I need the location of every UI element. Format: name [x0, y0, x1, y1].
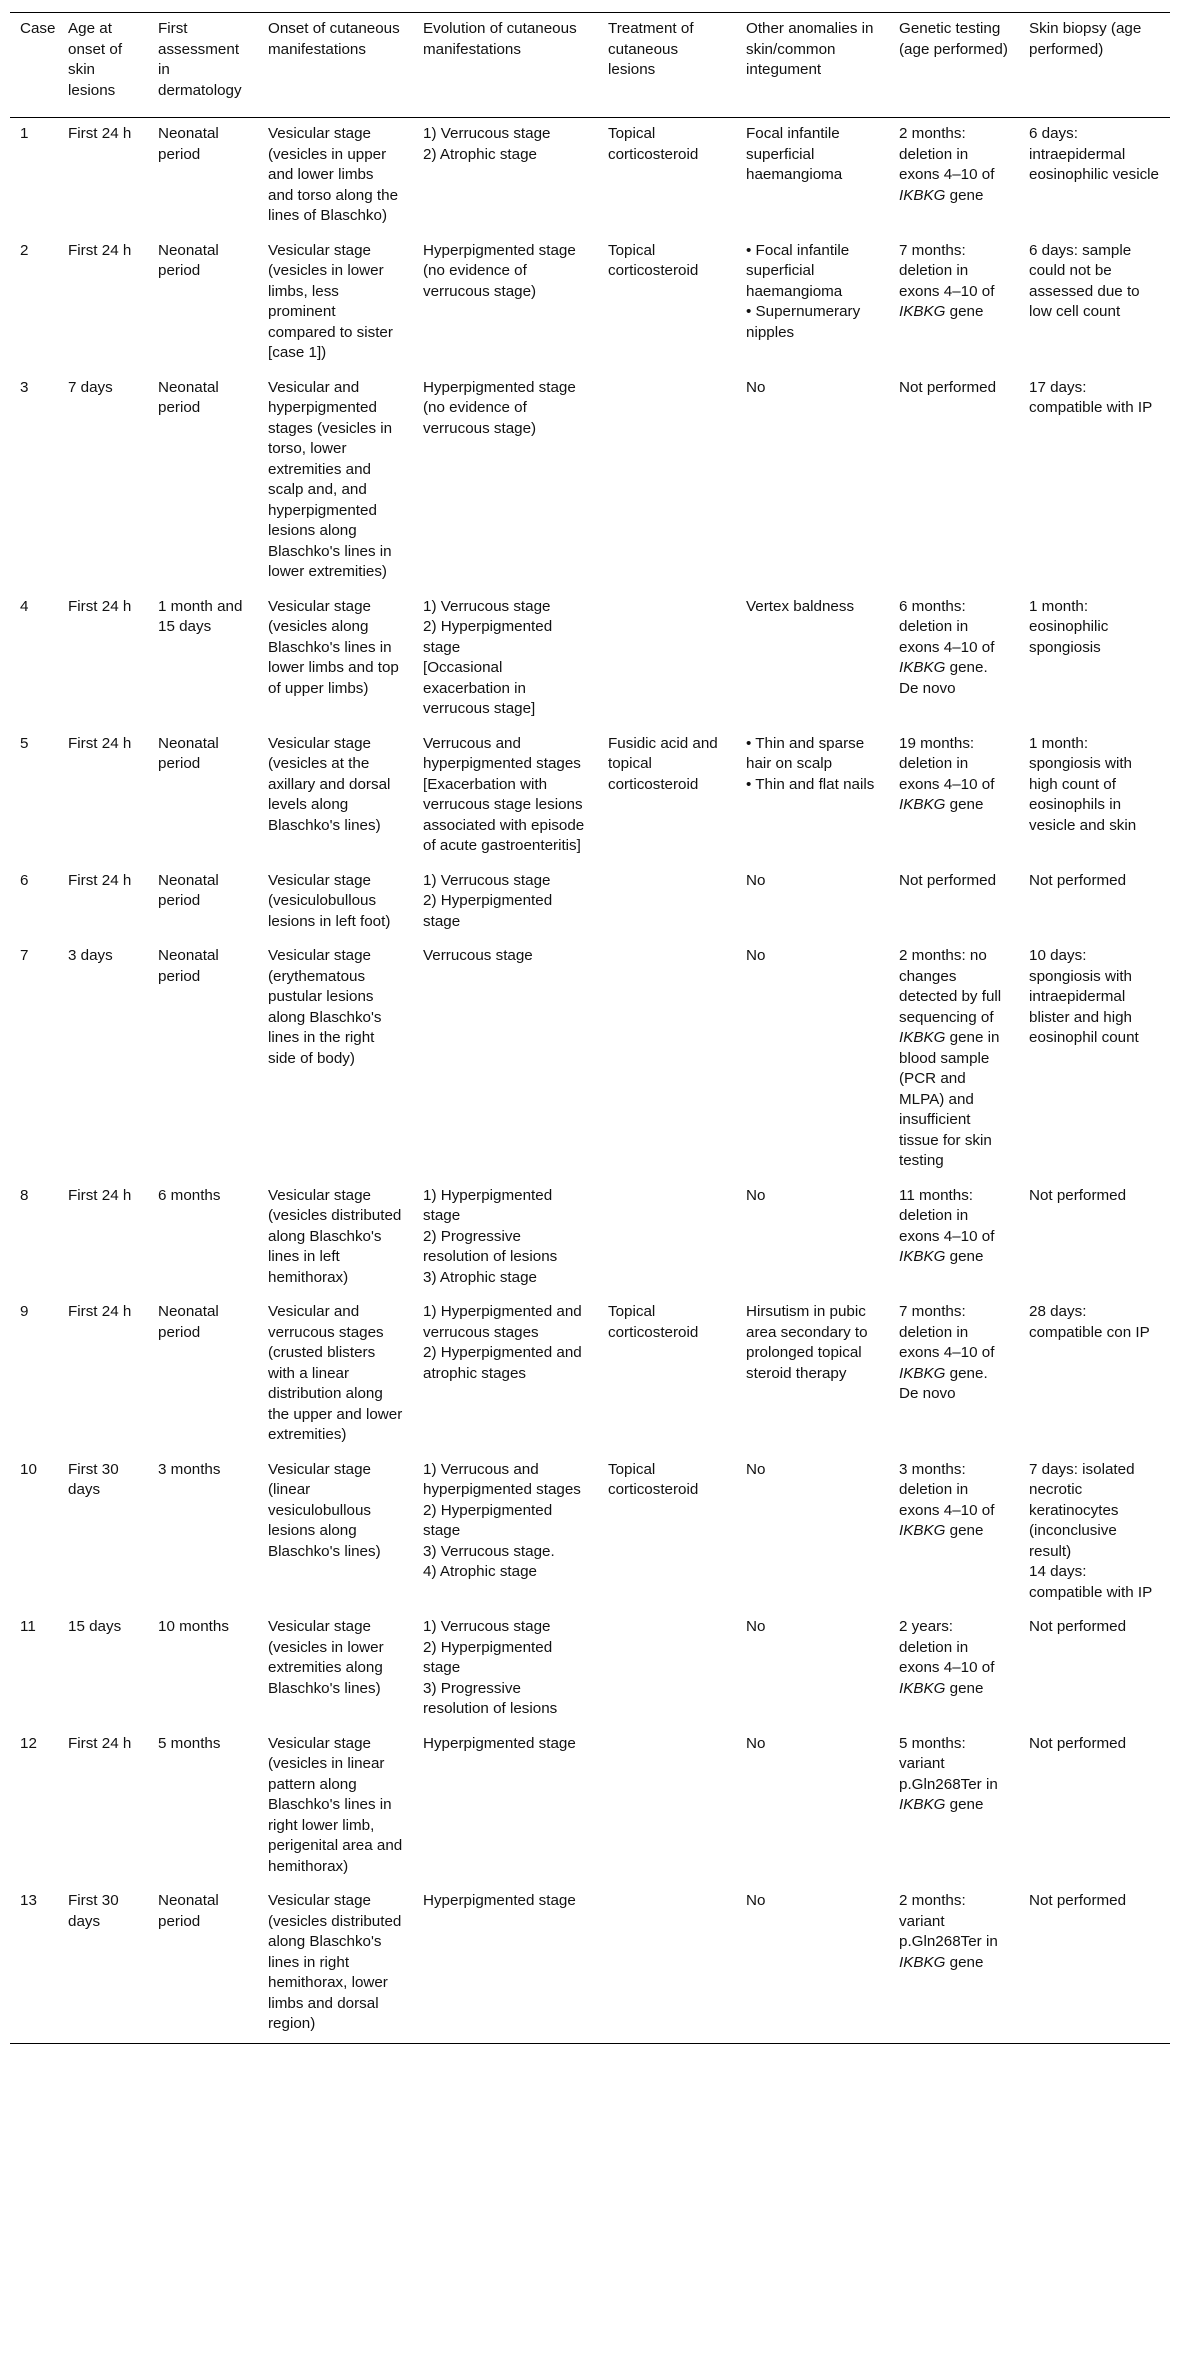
genetic-text-suffix: gene [945, 1248, 984, 1265]
cell-treatment: Topical corticosteroid [608, 1460, 699, 1498]
cell-onset-age: First 24 h [68, 871, 132, 889]
cell-skin-biopsy-line: 6 days: intraepidermal eosinophilic vesicle [1029, 125, 1160, 183]
cell-evolution-line: 3) Progressive resolution of lesions [423, 1679, 558, 1717]
cell-other-anomalies [736, 1296, 889, 1454]
genetic-text: 7 months: deletion in exons 4–10 of [899, 241, 995, 300]
cell-onset: Vesicular and verrucous stages (crusted blisters with a linear distribution along the upper and lower extremities) [268, 1303, 403, 1443]
cell-onset: Vesicular stage (vesicles along Blaschko's lines in lower limbs and top of upper limbs) [268, 597, 399, 697]
cell-treatment [598, 940, 736, 1180]
table-row [10, 1180, 1170, 1297]
header-onset: Onset of cutaneous manifestations [258, 13, 413, 118]
table-row [10, 1611, 1170, 1728]
genetic-text: Not performed [899, 871, 997, 889]
cell-treatment: Topical corticosteroid [608, 1303, 699, 1341]
genetic-text: 19 months: deletion in exons 4–10 of [899, 734, 995, 793]
cell-skin-biopsy-line: 6 days: sample could not be assessed due to low cell count [1029, 241, 1140, 320]
case-table [10, 12, 1170, 2044]
table-row [10, 235, 1170, 372]
cell-evolution [413, 728, 598, 865]
cell-evolution [413, 591, 598, 728]
cell-genetic-testing [889, 1611, 1019, 1728]
cell-case: 8 [20, 1186, 29, 1204]
cell-skin-biopsy [1019, 865, 1170, 941]
cell-treatment [598, 1180, 736, 1297]
cell-evolution [413, 865, 598, 941]
cell-other-anomalies-line: No [746, 1618, 766, 1635]
genetic-text-suffix: gene. De novo [899, 659, 988, 697]
cell-evolution-line: 2) Progressive resolution of lesions [423, 1227, 558, 1265]
cell-onset-age: 7 days [68, 378, 113, 396]
cell-treatment [598, 1611, 736, 1728]
cell-case: 6 [20, 871, 29, 889]
gene-name: IKBKG [899, 303, 946, 320]
cell-onset: Vesicular stage (vesicles in lower extremities along Blaschko's lines) [268, 1618, 384, 1697]
cell-evolution [413, 940, 598, 1180]
cell-skin-biopsy-line: 17 days: compatible with IP [1029, 378, 1153, 416]
gene-name: IKBKG [899, 186, 946, 204]
table-body [10, 118, 1170, 2044]
cell-genetic-testing [889, 591, 1019, 728]
gene-name: IKBKG [899, 1679, 946, 1697]
cell-first-assessment: 1 month and 15 days [158, 597, 243, 635]
cell-onset: Vesicular stage (vesicles in linear pattern along Blaschko's lines in right lower limb, perigenital area and hemithorax) [268, 1734, 403, 1875]
cell-evolution-line: Verrucous and hyperpigmented stages [423, 734, 581, 772]
header-case: Case [10, 13, 58, 118]
cell-evolution-line: 1) Verrucous stage [423, 871, 551, 889]
cell-treatment [598, 1728, 736, 1886]
table-row [10, 372, 1170, 591]
cell-evolution-line: 3) Atrophic stage [423, 1268, 537, 1286]
cell-onset-age: 3 days [68, 947, 113, 964]
cell-other-anomalies [736, 1728, 889, 1886]
cell-onset: Vesicular stage (vesicles distributed along Blaschko's lines in left hemithorax) [268, 1186, 402, 1286]
gene-name: IKBKG [899, 1248, 946, 1265]
cell-evolution [413, 372, 598, 591]
cell-genetic-testing [889, 1454, 1019, 1612]
cell-evolution-line: 4) Atrophic stage [423, 1563, 537, 1580]
cell-treatment [598, 372, 736, 591]
cell-other-anomalies [736, 591, 889, 728]
cell-skin-biopsy-line: 10 days: spongiosis with intraepidermal blister and high eosinophil count [1029, 947, 1139, 1046]
cell-skin-biopsy-line: Not performed [1029, 1186, 1127, 1204]
cell-case: 3 [20, 378, 29, 396]
cell-skin-biopsy-line: Not performed [1029, 1618, 1127, 1635]
cell-evolution [413, 1296, 598, 1454]
cell-first-assessment: Neonatal period [158, 1303, 219, 1341]
cell-first-assessment: Neonatal period [158, 125, 219, 163]
header-onset-age: Age at onset of skin lesions [58, 13, 148, 118]
cell-genetic-testing [889, 1180, 1019, 1297]
cell-onset-age: First 24 h [68, 597, 132, 615]
cell-genetic-testing [889, 118, 1019, 235]
cell-other-anomalies-line: No [746, 1186, 766, 1204]
cell-first-assessment: 6 months [158, 1186, 221, 1204]
gene-name: IKBKG [899, 1364, 946, 1382]
cell-other-anomalies [736, 118, 889, 235]
cell-evolution-line: Hyperpigmented stage [423, 1734, 576, 1752]
cell-evolution-line: 1) Verrucous and hyperpigmented stages [423, 1460, 581, 1498]
genetic-text-suffix: gene [945, 1953, 984, 1971]
cell-evolution-line: Hyperpigmented stage (no evidence of verrucous stage) [423, 241, 576, 300]
table-row [10, 118, 1170, 235]
cell-skin-biopsy [1019, 1296, 1170, 1454]
cell-onset: Vesicular stage (linear vesiculobullous lesions along Blaschko's lines) [268, 1460, 381, 1560]
cell-first-assessment: Neonatal period [158, 871, 219, 909]
cell-other-anomalies-line: No [746, 947, 766, 964]
header-genetic-testing: Genetic testing (age performed) [889, 13, 1019, 118]
genetic-text: 2 months: no changes detected by full sequencing of [899, 947, 1002, 1026]
cell-onset: Vesicular stage (vesiculobullous lesions in left foot) [268, 871, 391, 930]
table-row [10, 940, 1170, 1180]
cell-case: 9 [20, 1303, 29, 1320]
gene-name: IKBKG [899, 796, 946, 813]
cell-genetic-testing [889, 1885, 1019, 2043]
genetic-text-suffix: gene in blood sample (PCR and MLPA) and insufficient tissue for skin testing [899, 1029, 1000, 1169]
cell-evolution-line: 2) Hyperpigmented stage [423, 892, 553, 930]
cell-skin-biopsy-line: 28 days: compatible con IP [1029, 1303, 1150, 1341]
cell-onset: Vesicular stage (erythematous pustular lesions along Blaschko's lines in the right side of body) [268, 947, 382, 1067]
genetic-text-suffix: gene [945, 1679, 984, 1697]
cell-other-anomalies-line: No [746, 378, 766, 396]
table-row [10, 591, 1170, 728]
cell-skin-biopsy-line: 1 month: spongiosis with high count of eosinophils in vesicle and skin [1029, 734, 1137, 834]
cell-skin-biopsy [1019, 372, 1170, 591]
cell-skin-biopsy [1019, 1728, 1170, 1886]
cell-onset-age: First 30 days [58, 1885, 148, 2043]
cell-evolution-line: 1) Verrucous stage [423, 125, 551, 142]
cell-evolution [413, 1885, 598, 2043]
genetic-text: 6 months: deletion in exons 4–10 of [899, 597, 995, 656]
cell-first-assessment: Neonatal period [158, 734, 219, 772]
cell-first-assessment: 5 months [158, 1734, 221, 1752]
cell-other-anomalies-line: • Thin and sparse hair on scalp [746, 734, 865, 772]
cell-case: 1 [20, 125, 29, 142]
header-skin-biopsy: Skin biopsy (age performed) [1019, 13, 1170, 118]
cell-treatment [598, 1885, 736, 2043]
cell-case: 7 [20, 947, 29, 964]
cell-evolution-line: Verrucous stage [423, 947, 533, 964]
cell-other-anomalies [736, 865, 889, 941]
cell-evolution [413, 1611, 598, 1728]
genetic-text: 11 months: deletion in exons 4–10 of [899, 1186, 995, 1245]
genetic-text-suffix: gene. De novo [899, 1364, 988, 1402]
cell-skin-biopsy-line: Not performed [1029, 1892, 1127, 1909]
cell-onset: Vesicular stage (vesicles in upper and lower limbs and torso along the lines of Blaschko) [268, 125, 399, 224]
cell-other-anomalies [736, 372, 889, 591]
gene-name: IKBKG [899, 659, 946, 676]
gene-name: IKBKG [899, 1796, 946, 1813]
cell-other-anomalies-line: No [746, 871, 766, 889]
cell-other-anomalies [736, 235, 889, 372]
cell-first-assessment: 10 months [158, 1618, 229, 1635]
cell-genetic-testing [889, 728, 1019, 865]
cell-genetic-testing [889, 372, 1019, 591]
cell-case: 11 [20, 1618, 36, 1635]
cell-skin-biopsy [1019, 235, 1170, 372]
gene-name: IKBKG [899, 1953, 946, 1971]
cell-other-anomalies-line: Focal infantile superficial haemangioma [746, 125, 843, 183]
gene-name: IKBKG [899, 1522, 946, 1539]
cell-onset: Vesicular stage (vesicles in lower limbs, less prominent compared to sister [case 1]) [268, 241, 393, 361]
genetic-text-suffix: gene [945, 303, 984, 320]
cell-skin-biopsy [1019, 728, 1170, 865]
cell-onset-age: First 24 h [68, 1303, 132, 1320]
table-row [10, 865, 1170, 941]
cell-evolution-line: Hyperpigmented stage (no evidence of verrucous stage) [423, 378, 576, 437]
genetic-text: Not performed [899, 378, 997, 396]
cell-first-assessment: Neonatal period [158, 378, 219, 416]
cell-treatment [598, 591, 736, 728]
cell-skin-biopsy [1019, 591, 1170, 728]
cell-other-anomalies-line: Hirsutism in pubic area secondary to prolonged topical steroid therapy [746, 1303, 868, 1382]
cell-genetic-testing [889, 1728, 1019, 1886]
genetic-text: 3 months: deletion in exons 4–10 of [899, 1460, 995, 1519]
cell-skin-biopsy [1019, 1885, 1170, 2043]
table-row [10, 728, 1170, 865]
cell-other-anomalies-line: Vertex baldness [746, 597, 855, 615]
cell-evolution-line: 2) Hyperpigmented stage [423, 1638, 553, 1676]
table-row [10, 1728, 1170, 1886]
cell-other-anomalies [736, 940, 889, 1180]
cell-genetic-testing [889, 940, 1019, 1180]
header-treatment: Treatment of cutaneous lesions [598, 13, 736, 118]
cell-evolution [413, 235, 598, 372]
cell-skin-biopsy [1019, 1454, 1170, 1612]
cell-evolution [413, 118, 598, 235]
cell-treatment [598, 865, 736, 941]
genetic-text: 2 years: deletion in exons 4–10 of [899, 1618, 995, 1676]
cell-first-assessment: Neonatal period [148, 1885, 258, 2043]
table-container [10, 12, 1170, 2044]
genetic-text-suffix: gene [945, 796, 984, 813]
cell-skin-biopsy-line: 14 days: compatible with IP [1029, 1563, 1153, 1601]
header-evolution: Evolution of cutaneous manifestations [413, 13, 598, 118]
cell-skin-biopsy [1019, 118, 1170, 235]
cell-skin-biopsy-line: Not performed [1029, 1734, 1127, 1752]
genetic-text: 2 months: variant p.Gln268Ter in [899, 1892, 998, 1950]
cell-other-anomalies [736, 1454, 889, 1612]
cell-other-anomalies-line: No [746, 1892, 766, 1909]
cell-genetic-testing [889, 235, 1019, 372]
genetic-text: 5 months: variant p.Gln268Ter in [899, 1734, 998, 1793]
cell-onset: Vesicular stage (vesicles at the axillary and dorsal levels along Blaschko's lines) [268, 734, 391, 834]
cell-evolution [413, 1454, 598, 1612]
cell-case: 4 [20, 597, 29, 615]
cell-onset: Vesicular and hyperpigmented stages (vesicles in torso, lower extremities and scalp and, and hyperpigmented lesions along Blaschko's lines in lower extremities) [268, 378, 393, 580]
cell-evolution-line: 1) Verrucous stage [423, 597, 551, 615]
cell-onset-age: First 24 h [68, 1186, 132, 1204]
genetic-text-suffix: gene [945, 1796, 984, 1813]
cell-first-assessment: Neonatal period [158, 947, 219, 985]
cell-evolution-line: 1) Hyperpigmented and verrucous stages [423, 1303, 582, 1341]
cell-other-anomalies [736, 1180, 889, 1297]
cell-evolution-line: 2) Atrophic stage [423, 145, 537, 163]
cell-other-anomalies [736, 728, 889, 865]
cell-skin-biopsy [1019, 1180, 1170, 1297]
cell-other-anomalies [736, 1885, 889, 2043]
cell-evolution-line: 1) Verrucous stage [423, 1618, 551, 1635]
cell-skin-biopsy-line: Not performed [1029, 871, 1127, 889]
cell-onset-age: First 24 h [68, 1734, 132, 1752]
genetic-text-suffix: gene [945, 1522, 984, 1539]
table-row [10, 1296, 1170, 1454]
cell-onset-age: 15 days [68, 1618, 122, 1635]
cell-onset-age: First 30 days [68, 1460, 119, 1498]
cell-case: 2 [20, 241, 29, 259]
cell-evolution-line: 2) Hyperpigmented and atrophic stages [423, 1344, 582, 1382]
genetic-text: 2 months: deletion in exons 4–10 of [899, 125, 995, 183]
cell-evolution [413, 1728, 598, 1886]
cell-other-anomalies-line: No [746, 1734, 766, 1752]
cell-first-assessment: 3 months [158, 1460, 221, 1478]
genetic-text: 7 months: deletion in exons 4–10 of [899, 1303, 995, 1361]
cell-first-assessment: Neonatal period [158, 241, 219, 279]
cell-skin-biopsy [1019, 1611, 1170, 1728]
cell-treatment: Topical corticosteroid [608, 125, 699, 163]
genetic-text-suffix: gene [945, 186, 984, 204]
cell-evolution-line: 3) Verrucous stage. [423, 1542, 555, 1560]
header-other-anomalies: Other anomalies in skin/common integument [736, 13, 889, 118]
cell-evolution [413, 1180, 598, 1297]
table-row [10, 1454, 1170, 1612]
cell-other-anomalies [736, 1611, 889, 1728]
cell-skin-biopsy-line: 1 month: eosinophilic spongiosis [1029, 597, 1109, 656]
cell-skin-biopsy [1019, 940, 1170, 1180]
cell-evolution-line: 2) Hyperpigmented stage [423, 618, 553, 656]
cell-case: 10 [20, 1460, 37, 1478]
cell-evolution-line: Hyperpigmented stage [423, 1892, 576, 1909]
header-row [10, 13, 1170, 118]
header-first-assessment: First assessment in dermatology [148, 13, 258, 118]
cell-onset-age: First 24 h [68, 241, 132, 259]
cell-other-anomalies-line: No [746, 1460, 766, 1478]
cell-evolution-line: [Occasional exacerbation in verrucous stage] [423, 659, 536, 717]
cell-case: 13 [10, 1885, 58, 2043]
cell-onset-age: First 24 h [68, 125, 132, 142]
cell-other-anomalies-line: • Supernumerary nipples [746, 303, 861, 341]
cell-genetic-testing [889, 1296, 1019, 1454]
cell-other-anomalies-line: • Focal infantile superficial haemangioma [746, 241, 850, 300]
cell-evolution-line: 2) Hyperpigmented stage [423, 1501, 553, 1539]
cell-evolution-line: [Exacerbation with verrucous stage lesions associated with episode of acute gastroenteritis] [423, 775, 585, 854]
cell-genetic-testing [889, 865, 1019, 941]
cell-evolution-line: 1) Hyperpigmented stage [423, 1186, 553, 1224]
cell-other-anomalies-line: • Thin and flat nails [746, 775, 875, 793]
gene-name: IKBKG [899, 1029, 946, 1046]
cell-case: 5 [20, 734, 29, 752]
cell-onset-age: First 24 h [68, 734, 132, 752]
cell-treatment: Topical corticosteroid [608, 241, 699, 279]
cell-treatment: Fusidic acid and topical corticosteroid [608, 734, 718, 793]
cell-case: 12 [20, 1734, 37, 1752]
cell-onset: Vesicular stage (vesicles distributed along Blaschko's lines in right hemithorax, lower limbs and dorsal region) [258, 1885, 413, 2043]
cell-skin-biopsy-line: 7 days: isolated necrotic keratinocytes (inconclusive result) [1029, 1460, 1135, 1560]
table-row [10, 1885, 1170, 2043]
